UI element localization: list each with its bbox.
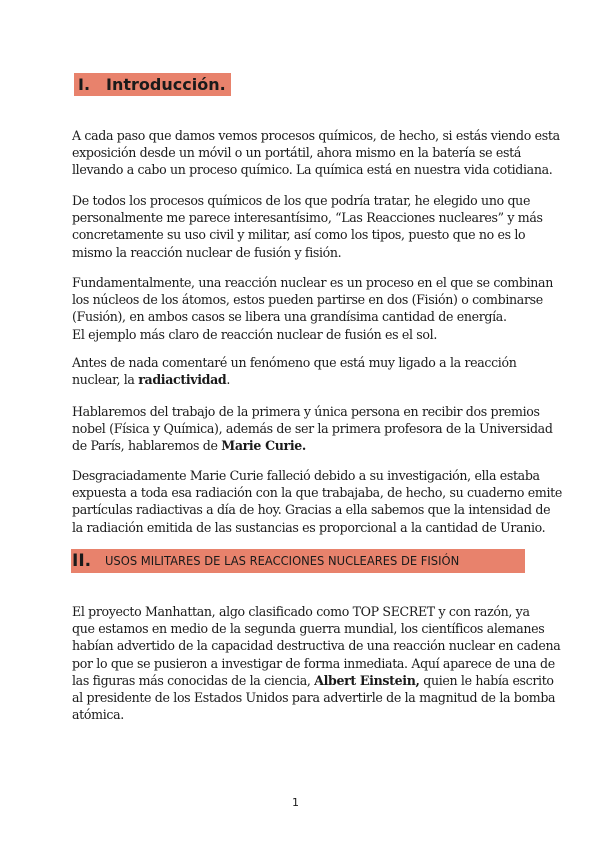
text-line: Hablaremos del trabajo de la primera y única persona en recibir dos premios: [72, 404, 540, 419]
paragraph: [72, 354, 534, 388]
paragraph: [72, 274, 553, 343]
text-line: los núcleos de los átomos, estos pueden partirse en dos (Fisión) o combinarse: [72, 292, 543, 308]
text-line: Fundamentalmente, una reacción nuclear es un proceso en el que se combinan: [72, 275, 553, 290]
text-line: Desgraciadamente Marie Curie falleció debido a su investigación, ella estaba: [72, 468, 540, 483]
text-line: llevando a cabo un proceso químico. La química está en nuestra vida cotidiana.: [72, 162, 553, 178]
text-run: .: [226, 372, 231, 388]
text-line: [72, 437, 534, 454]
text-run: quien le había escrito: [419, 672, 554, 688]
text-line: A cada paso que damos vemos procesos químicos, de hecho, si estás viendo esta: [72, 128, 560, 143]
text-line: personalmente me parece interesantísimo, “Las Reacciones nucleares” y más: [72, 210, 543, 226]
text-line: (Fusión), en ambos casos se libera una grandísima cantidad de energía.: [72, 309, 507, 325]
text-line: expuesta a toda esa radiación con la que trabajaba, de hecho, su cuaderno emite: [72, 485, 562, 501]
text-line: El proyecto Manhattan, algo clasificado como TOP SECRET y con razón, ya: [72, 604, 530, 619]
text-line: habían advertido de la capacidad destructiva de una reacción nuclear en cadena: [72, 638, 561, 654]
paragraph: [72, 403, 553, 455]
text-line: que estamos en medio de la segunda guerra mundial, los científicos alemanes: [72, 621, 545, 637]
text-run: las figuras más conocidas de la ciencia,: [72, 672, 315, 688]
section-title: Introducción.: [106, 74, 226, 94]
text-line: la radiación emitida de las sustancias es proporcional a la cantidad de Uranio.: [72, 519, 546, 535]
text-line: partículas radiactivas a día de hoy. Gracias a ella sabemos que la intensidad de: [72, 502, 551, 518]
paragraph: [72, 603, 561, 723]
text-line: concretamente su uso civil y militar, así como los tipos, puesto que no es lo: [72, 227, 526, 243]
text-line: exposición desde un móvil o un portátil, ahora mismo en la batería se está: [72, 145, 521, 161]
text-line: [72, 672, 554, 689]
text-line: Antes de nada comentaré un fenómeno que está muy ligado a la reacción: [72, 355, 517, 370]
paragraph: [72, 192, 543, 261]
text-line: por lo que se pusieron a investigar de forma inmediata. Aquí aparece de una de: [72, 655, 555, 671]
text-line: El ejemplo más claro de reacción nuclear de fusión es el sol.: [72, 326, 437, 342]
bold-term-radiactividad: radiactividad: [138, 372, 227, 388]
section-heading-introduction: [74, 73, 231, 96]
bold-name-albert-einstein: Albert Einstein,: [314, 672, 420, 688]
section-number: II.: [72, 550, 92, 571]
paragraph: [72, 467, 562, 536]
text-run: de París, hablaremos de: [72, 438, 222, 454]
section-number: I.: [78, 74, 91, 94]
bold-name-marie-curie: Marie Curie.: [221, 438, 306, 454]
text-line: De todos los procesos químicos de los que podría tratar, he elegido uno que: [72, 193, 531, 208]
section-title: USOS MILITARES DE LAS REACCIONES NUCLEARES DE FISIÓN: [105, 552, 460, 568]
text-line: mismo la reacción nuclear de fusión y fisión.: [72, 244, 342, 260]
text-line: nobel (Física y Química), además de ser la primera profesora de la Universidad: [72, 421, 553, 437]
page-number: 1: [292, 796, 299, 809]
text-line: [72, 371, 534, 388]
text-line: atómica.: [72, 707, 124, 723]
text-run: nuclear, la: [72, 372, 139, 388]
text-line: al presidente de los Estados Unidos para advertirle de la magnitud de la bomba: [72, 690, 556, 706]
section-heading-military-uses: [71, 549, 525, 573]
paragraph: [72, 127, 560, 179]
